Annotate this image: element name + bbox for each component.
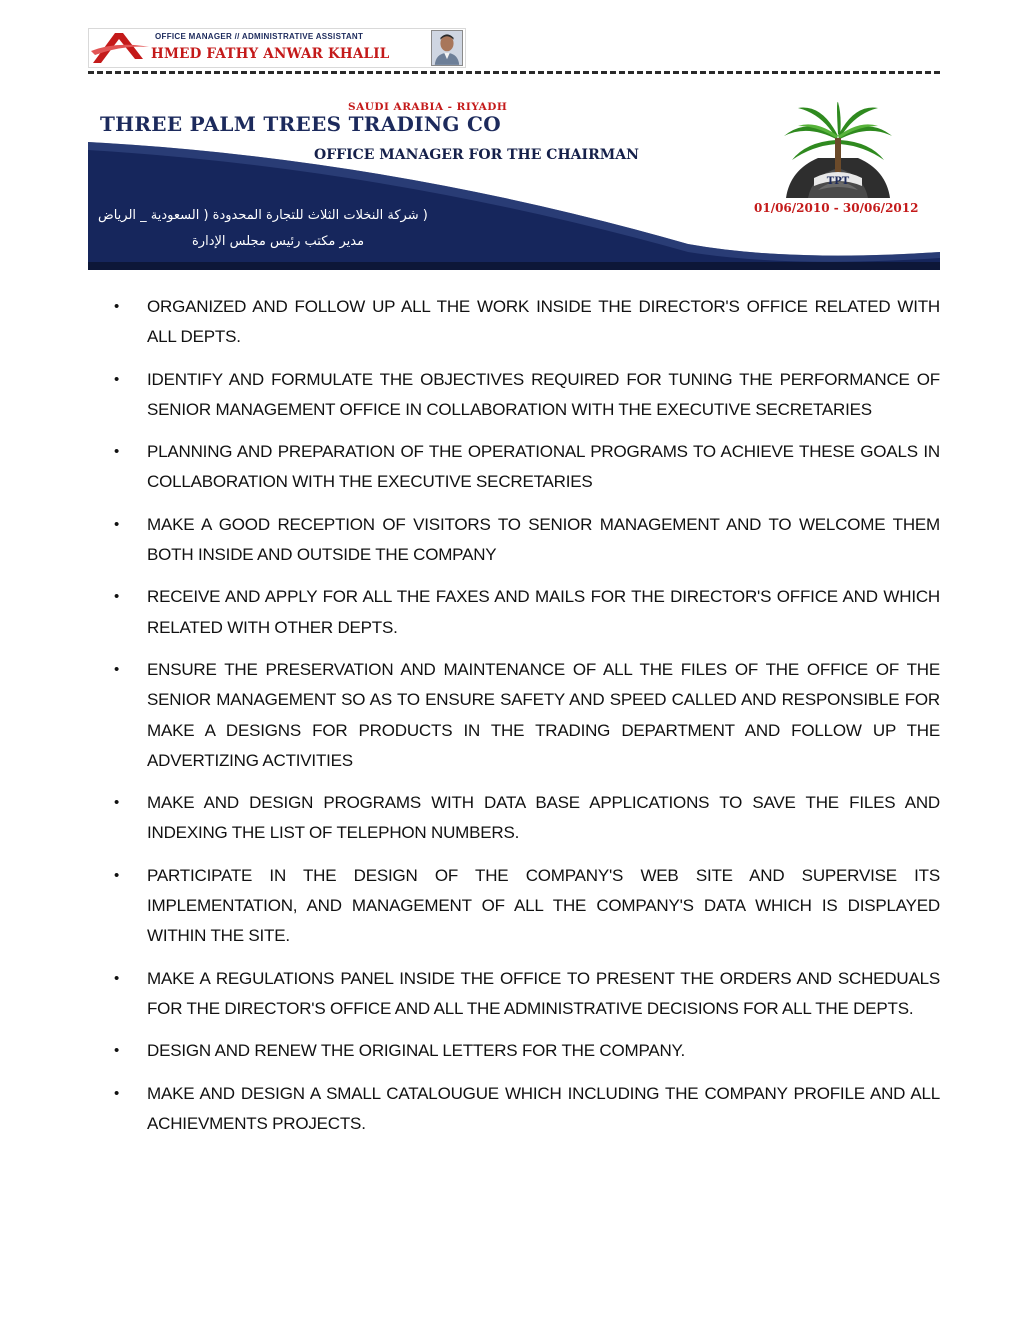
duty-text: MAKE AND DESIGN PROGRAMS WITH DATA BASE APPLICATIONS TO SAVE THE FILES AND INDEXING THE LIST OF TELEPHON NUMBERS. [147,793,940,843]
arabic-role: مدير مكتب رئيس مجلس الإدارة [192,234,365,249]
resume-subtitle: OFFICE MANAGER // ADMINISTRATIVE ASSISTANT [155,32,364,41]
bullet-icon: • [114,969,120,987]
list-item [114,1079,940,1140]
bullet-icon: • [114,1042,120,1060]
employment-dates: 01/06/2010 - 30/06/2012 [754,201,919,215]
resume-header-banner [88,28,466,68]
list-item [114,964,940,1025]
duty-text: ENSURE THE PRESERVATION AND MAINTENANCE OF ALL THE FILES OF THE OFFICE OF THE SENIOR MANAGEMENT SO AS TO ENSURE SAFETY AND SPEED CALLED AND RESPONSIBLE FOR MAKE A DESIGNS FOR PRODUCTS IN THE TRADING DEPARTMENT AND FOLLOW UP THE ADVERTIZING ACTIVITIES [147,659,940,770]
bullet-icon: • [114,298,120,315]
company-header [88,98,940,270]
dashed-separator [88,71,940,74]
list-item [114,510,940,571]
list-item [114,292,940,353]
bullet-icon: • [114,588,120,606]
resume-name: HMED FATHY ANWAR KHALIL [151,46,390,62]
list-item [114,365,940,426]
bullet-icon: • [114,866,120,884]
profile-photo-icon [431,30,463,66]
bullet-icon: • [114,370,120,388]
palm-tree-logo-icon [778,100,898,200]
duty-text: PLANNING AND PREPARATION OF THE OPERATIONAL PROGRAMS TO ACHIEVE THESE GOALS IN COLLABORATION WITH THE EXECUTIVE SECRETARIES [147,442,940,492]
duties-list [114,292,940,1151]
bullet-icon: • [114,794,120,812]
duty-text: ORGANIZED AND FOLLOW UP ALL THE WORK INSIDE THE DIRECTOR'S OFFICE RELATED WITH ALL DEPTS. [147,297,940,347]
list-item [114,582,940,643]
duty-text: MAKE AND DESIGN A SMALL CATALOUGUE WHICH INCLUDING THE COMPANY PROFILE AND ALL ACHIEVMENTS PROJECTS. [147,1083,940,1133]
red-a-swoosh-logo-icon [89,29,151,67]
palm-logo-text: TPT [826,176,850,187]
list-item [114,655,940,776]
company-country: SAUDI ARABIA - RIYADH [348,101,508,113]
list-item [114,437,940,498]
list-item [114,861,940,952]
duty-text: MAKE A REGULATIONS PANEL INSIDE THE OFFICE TO PRESENT THE ORDERS AND SCHEDUALS FOR THE DIRECTOR'S OFFICE AND ALL THE ADMINISTRATIVE DECISIONS FOR ALL THE DEPTS. [147,968,940,1018]
bullet-icon: • [114,1084,120,1102]
duty-text: RECEIVE AND APPLY FOR ALL THE FAXES AND MAILS FOR THE DIRECTOR'S OFFICE AND WHICH RELATED WITH OTHER DEPTS. [147,587,940,637]
bullet-icon: • [114,515,120,533]
bullet-icon: • [114,660,120,678]
company-name: THREE PALM TREES TRADING CO [100,112,502,136]
list-item [114,788,940,849]
duty-text: MAKE A GOOD RECEPTION OF VISITORS TO SENIOR MANAGEMENT AND TO WELCOME THEM BOTH INSIDE AND OUTSIDE THE COMPANY [147,514,940,565]
duty-text: DESIGN AND RENEW THE ORIGINAL LETTERS FOR THE COMPANY. [147,1041,686,1061]
arabic-company-name: ( شركة النخلات الثلاث للتجارة المحدودة ( السعودية _ الرياض [98,208,428,223]
bullet-icon: • [114,443,120,461]
duty-text: IDENTIFY AND FORMULATE THE OBJECTIVES REQUIRED FOR TUNING THE PERFORMANCE OF SENIOR MANAGEMENT OFFICE IN COLLABORATION WITH THE EXECUTIVE SECRETARIES [147,369,940,419]
duty-text: PARTICIPATE IN THE DESIGN OF THE COMPANY'S WEB SITE AND SUPERVISE ITS IMPLEMENTATION, AND MANAGEMENT OF ALL THE COMPANY'S DATA WHICH IS DISPLAYED WITHIN THE SITE. [147,865,940,946]
list-item [114,1036,940,1066]
company-role: OFFICE MANAGER FOR THE CHAIRMAN [314,147,639,163]
